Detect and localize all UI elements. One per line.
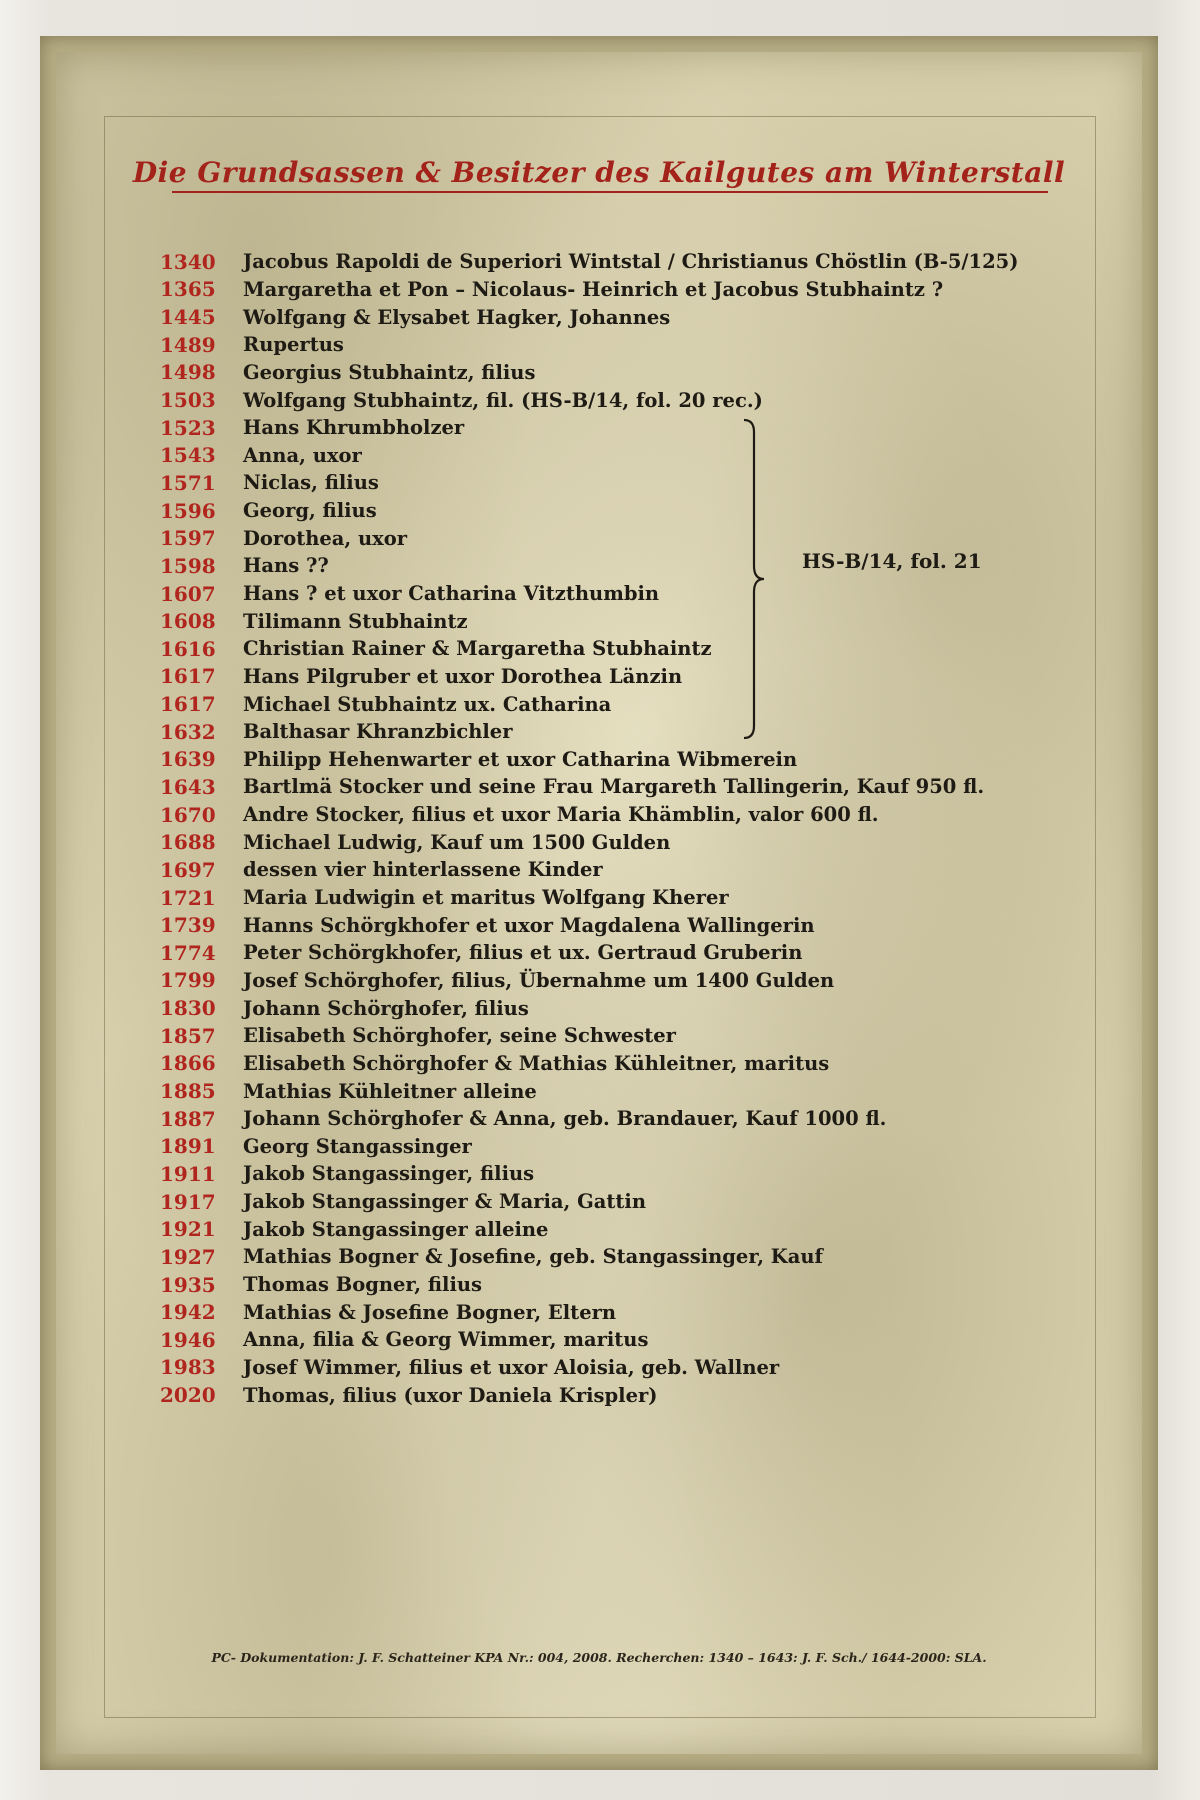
entry-year: 1340 bbox=[160, 249, 216, 274]
entry-owner: Hans Khrumbholzer bbox=[243, 416, 465, 440]
list-item bbox=[160, 1215, 1080, 1243]
entry-owner: Georg, filius bbox=[243, 499, 377, 523]
list-item bbox=[160, 1354, 1080, 1382]
entry-year: 1917 bbox=[160, 1189, 216, 1214]
list-item bbox=[160, 303, 1080, 331]
entry-owner: Maria Ludwigin et maritus Wolfgang Kherer bbox=[243, 886, 729, 910]
entry-year: 1597 bbox=[160, 526, 216, 551]
list-item bbox=[160, 331, 1080, 359]
list-item bbox=[160, 441, 1080, 469]
entry-year: 1885 bbox=[160, 1079, 216, 1104]
entry-owner: Josef Wimmer, filius et uxor Aloisia, geb. Wallner bbox=[243, 1355, 780, 1379]
list-item bbox=[160, 967, 1080, 995]
list-item bbox=[160, 580, 1080, 608]
entry-owner: Anna, uxor bbox=[243, 443, 362, 467]
entry-owner: Jakob Stangassinger & Maria, Gattin bbox=[243, 1190, 647, 1214]
entry-year: 1639 bbox=[160, 747, 216, 772]
entry-owner: Mathias & Josefine Bogner, Eltern bbox=[243, 1300, 617, 1324]
entry-owner: Niclas, filius bbox=[243, 471, 379, 495]
entry-owner: Philipp Hehenwarter et uxor Catharina Wibmerein bbox=[243, 747, 798, 771]
list-item bbox=[160, 994, 1080, 1022]
entry-owner: Jakob Stangassinger alleine bbox=[243, 1217, 549, 1241]
title-underline bbox=[172, 191, 1048, 193]
entry-year: 1445 bbox=[160, 305, 216, 330]
list-item bbox=[160, 773, 1080, 801]
list-item bbox=[160, 1243, 1080, 1271]
entry-year: 1739 bbox=[160, 913, 216, 938]
entry-owner: Wolfgang & Elysabet Hagker, Johannes bbox=[243, 305, 671, 329]
entry-owner: Jacobus Rapoldi de Superiori Wintstal / Christianus Chöstlin (B-5/125) bbox=[243, 250, 1019, 274]
list-item bbox=[160, 1105, 1080, 1133]
entry-owner: Michael Ludwig, Kauf um 1500 Gulden bbox=[243, 830, 671, 854]
list-item bbox=[160, 1022, 1080, 1050]
list-item bbox=[160, 497, 1080, 525]
entry-owner: Andre Stocker, filius et uxor Maria Khämblin, valor 600 fl. bbox=[243, 803, 879, 827]
entry-year: 1365 bbox=[160, 277, 216, 302]
entry-owner: Wolfgang Stubhaintz, fil. (HS-B/14, fol. 20 rec.) bbox=[243, 388, 763, 412]
entry-year: 1598 bbox=[160, 553, 216, 578]
entry-year: 1608 bbox=[160, 609, 216, 634]
entry-owner: Georg Stangassinger bbox=[243, 1134, 472, 1158]
entry-owner: Johann Schörghofer & Anna, geb. Brandauer, Kauf 1000 fl. bbox=[243, 1107, 887, 1131]
entry-year: 1523 bbox=[160, 415, 216, 440]
entry-year: 1697 bbox=[160, 857, 216, 882]
list-item bbox=[160, 607, 1080, 635]
entry-year: 1887 bbox=[160, 1106, 216, 1131]
entry-owner: Hans ?? bbox=[243, 554, 329, 578]
entry-owner: Rupertus bbox=[243, 333, 344, 357]
entry-year: 1942 bbox=[160, 1300, 216, 1325]
list-item bbox=[160, 884, 1080, 912]
entry-owner: Tilimann Stubhaintz bbox=[243, 609, 468, 633]
right-brace-icon bbox=[742, 418, 766, 740]
entry-owner: dessen vier hinterlassene Kinder bbox=[243, 858, 603, 882]
list-item bbox=[160, 1381, 1080, 1409]
entry-owner: Margaretha et Pon – Nicolaus- Heinrich et Jacobus Stubhaintz ? bbox=[243, 277, 944, 301]
list-item bbox=[160, 801, 1080, 829]
entry-owner: Thomas, filius (uxor Daniela Krispler) bbox=[243, 1383, 658, 1407]
entry-year: 1857 bbox=[160, 1023, 216, 1048]
entry-year: 1688 bbox=[160, 830, 216, 855]
list-item bbox=[160, 1050, 1080, 1078]
entry-owner: Johann Schörghofer, filius bbox=[243, 996, 529, 1020]
entry-year: 1607 bbox=[160, 581, 216, 606]
entry-year: 1489 bbox=[160, 332, 216, 357]
entry-owner: Jakob Stangassinger, filius bbox=[243, 1162, 535, 1186]
entry-owner: Mathias Kühleitner alleine bbox=[243, 1079, 537, 1103]
list-item bbox=[160, 524, 1080, 552]
list-item bbox=[160, 1188, 1080, 1216]
list-item bbox=[160, 939, 1080, 967]
entry-year: 1503 bbox=[160, 388, 216, 413]
entry-year: 1498 bbox=[160, 360, 216, 385]
list-item bbox=[160, 1326, 1080, 1354]
entry-year: 1830 bbox=[160, 996, 216, 1021]
entry-year: 1617 bbox=[160, 664, 216, 689]
list-item bbox=[160, 276, 1080, 304]
entry-year: 1616 bbox=[160, 636, 216, 661]
entry-year: 1632 bbox=[160, 719, 216, 744]
list-item bbox=[160, 856, 1080, 884]
list-item bbox=[160, 1298, 1080, 1326]
entry-year: 1911 bbox=[160, 1161, 216, 1186]
entry-year: 1927 bbox=[160, 1244, 216, 1269]
list-item bbox=[160, 1160, 1080, 1188]
entry-owner: Hans Pilgruber et uxor Dorothea Länzin bbox=[243, 664, 683, 688]
entry-owner: Christian Rainer & Margaretha Stubhaintz bbox=[243, 637, 712, 661]
list-item bbox=[160, 469, 1080, 497]
list-item bbox=[160, 1271, 1080, 1299]
entry-owner: Balthasar Khranzbichler bbox=[243, 720, 513, 744]
list-item bbox=[160, 635, 1080, 663]
entry-owner: Anna, filia & Georg Wimmer, maritus bbox=[243, 1328, 649, 1352]
entry-owner: Elisabeth Schörghofer, seine Schwester bbox=[243, 1024, 676, 1048]
entry-owner: Elisabeth Schörghofer & Mathias Kühleitner, maritus bbox=[243, 1051, 830, 1075]
entry-owner: Hans ? et uxor Catharina Vitzthumbin bbox=[243, 582, 660, 605]
list-item bbox=[160, 911, 1080, 939]
list-item bbox=[160, 828, 1080, 856]
entry-year: 2020 bbox=[160, 1383, 216, 1408]
entry-owner: Michael Stubhaintz ux. Catharina bbox=[243, 692, 612, 716]
document-title: Die Grundsassen & Besitzer des Kailgutes am Winterstall bbox=[132, 156, 1066, 189]
list-item bbox=[160, 248, 1080, 276]
entry-owner: Dorothea, uxor bbox=[243, 526, 408, 550]
entry-owner: Bartlmä Stocker und seine Frau Margareth Tallingerin, Kauf 950 fl. bbox=[243, 775, 985, 799]
owners-list bbox=[160, 248, 1080, 1409]
entry-year: 1921 bbox=[160, 1217, 216, 1242]
list-item bbox=[160, 746, 1080, 774]
entry-year: 1891 bbox=[160, 1134, 216, 1159]
entry-year: 1866 bbox=[160, 1051, 216, 1076]
entry-owner: Mathias Bogner & Josefine, geb. Stangassinger, Kauf bbox=[243, 1245, 823, 1269]
entry-owner: Thomas Bogner, filius bbox=[243, 1273, 483, 1297]
entry-year: 1935 bbox=[160, 1272, 216, 1297]
list-item bbox=[160, 690, 1080, 718]
list-item bbox=[160, 386, 1080, 414]
entry-year: 1571 bbox=[160, 470, 216, 495]
entry-year: 1617 bbox=[160, 692, 216, 717]
entry-owner: Peter Schörgkhofer, filius et ux. Gertraud Gruberin bbox=[243, 941, 803, 965]
entry-year: 1946 bbox=[160, 1327, 216, 1352]
list-item bbox=[160, 359, 1080, 387]
documentation-footer: PC- Dokumentation: J. F. Schatteiner KPA Nr.: 004, 2008. Recherchen: 1340 – 1643: J. F. Sch./ 1644-2000: SLA. bbox=[211, 1650, 987, 1665]
entry-owner: Hanns Schörgkhofer et uxor Magdalena Wallingerin bbox=[243, 913, 815, 937]
entry-year: 1596 bbox=[160, 498, 216, 523]
entry-year: 1543 bbox=[160, 443, 216, 468]
entry-year: 1799 bbox=[160, 968, 216, 993]
list-item bbox=[160, 663, 1080, 691]
brace-source-note: HS-B/14, fol. 21 bbox=[802, 549, 982, 573]
list-item bbox=[160, 718, 1080, 746]
entry-year: 1983 bbox=[160, 1355, 216, 1380]
list-item bbox=[160, 414, 1080, 442]
entry-year: 1774 bbox=[160, 940, 216, 965]
entry-owner: Georgius Stubhaintz, filius bbox=[243, 360, 536, 384]
list-item bbox=[160, 1133, 1080, 1161]
entry-year: 1643 bbox=[160, 774, 216, 799]
entry-year: 1670 bbox=[160, 802, 216, 827]
entry-owner: Josef Schörghofer, filius, Übernahme um 1400 Gulden bbox=[243, 968, 835, 992]
list-item bbox=[160, 1077, 1080, 1105]
entry-year: 1721 bbox=[160, 885, 216, 910]
